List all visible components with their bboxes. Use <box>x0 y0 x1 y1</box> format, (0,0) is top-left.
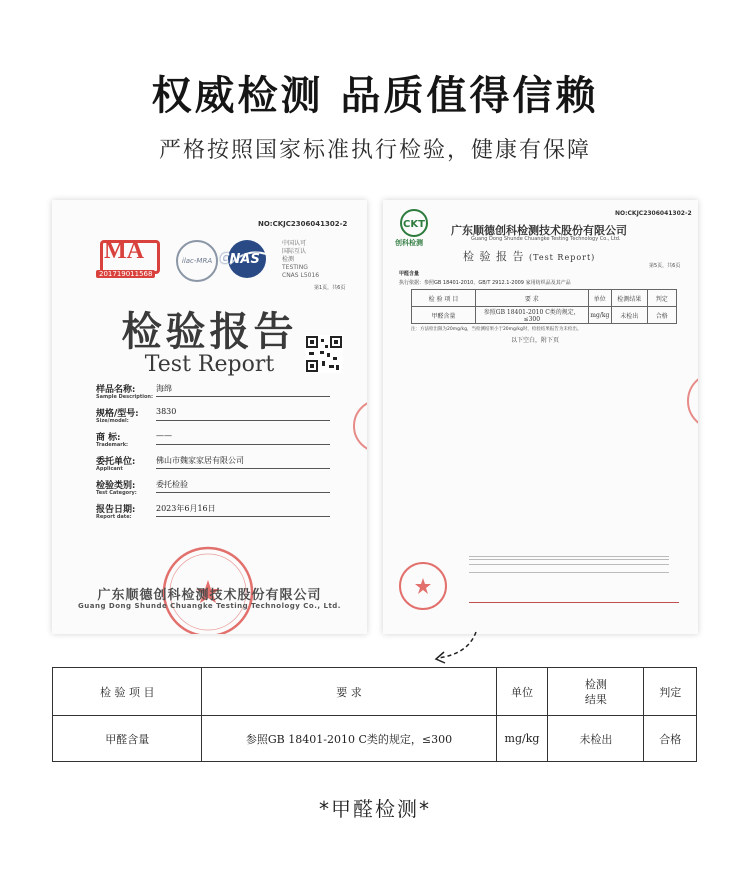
field-label-en: Test Category: <box>96 490 137 496</box>
field-underline <box>156 444 330 445</box>
field-label: 样品名称: <box>96 385 136 395</box>
table-cell: 合格 <box>647 307 676 324</box>
certificate-cover <box>52 200 367 634</box>
report-number: NO:CKJC2306041302-2 <box>258 220 348 228</box>
field-label: 委托单位: <box>96 457 136 467</box>
field-value-trademark: —— <box>156 431 172 440</box>
page-title: 权威检测 品质值得信赖 <box>151 73 599 119</box>
table-head-cell: 检测 结果 <box>548 668 644 716</box>
table-row <box>412 307 677 324</box>
caption: *甲醛检测* <box>319 797 431 821</box>
fine-print-lines <box>469 572 669 575</box>
table-head-cell: 判定 <box>644 668 697 716</box>
field-value-sample: 海绵 <box>156 384 172 393</box>
report-title-cn: 检验报告 <box>121 308 298 355</box>
cnas-accreditation-text: 中国认可 国际互认 检测 TESTING CNAS L5016 <box>282 240 320 279</box>
cma-logo-text: MA <box>104 238 144 264</box>
field-label-en: Report date: <box>96 514 132 520</box>
table-cell: 参照GB 18401-2010 C类的规定，≤300 <box>202 716 496 762</box>
cnas-text: CNAS <box>220 252 260 267</box>
field-underline <box>156 492 330 493</box>
footer-rule <box>469 602 679 603</box>
table-cell: mg/kg <box>588 307 611 324</box>
svg-text:CKT: CKT <box>403 219 425 230</box>
cma-number: 201719011568 <box>96 270 155 278</box>
table-head-cell: 要 求 <box>475 290 588 307</box>
fine-print-lines <box>469 556 669 560</box>
table-row <box>53 716 697 762</box>
page-subtitle: 严格按照国家标准执行检验，健康有保障 <box>158 138 591 163</box>
dashed-arrow-icon <box>428 628 482 666</box>
footnote: 注：方法检出限为20mg/kg，当检测结果小于20mg/kg时，检验结果报告为未检出。 <box>411 327 582 332</box>
field-label: 商 标: <box>96 433 121 443</box>
table-cell: mg/kg <box>496 716 548 762</box>
table-cell: 未检出 <box>548 716 644 762</box>
table-cell: 甲醛含量 <box>412 307 476 324</box>
field-label: 规格/型号: <box>96 409 139 419</box>
field-label-en: Size/model: <box>96 418 129 424</box>
table-head-cell: 判定 <box>647 290 676 307</box>
table-cell: 合格 <box>644 716 697 762</box>
report-number: NO:CKJC2306041302-2 <box>615 210 692 217</box>
red-seal-stamp-icon <box>397 560 449 612</box>
seam-seal-icon <box>350 396 367 456</box>
table-head-cell: 检测结果 <box>611 290 647 307</box>
table-head-cell: 要 求 <box>202 668 496 716</box>
sample-note: 甲醛含量 <box>399 271 420 277</box>
company-name-cn: 广东顺德创科检测技术股份有限公司 <box>451 224 627 237</box>
field-value-model: 3830 <box>156 407 177 416</box>
field-underline <box>156 516 330 517</box>
ilac-mra-icon: ilac-MRA <box>176 240 218 282</box>
certificate-result-page <box>383 200 698 634</box>
field-underline <box>156 420 330 421</box>
company-name-en: Guang Dong Shunde Chuangke Testing Technology Co., Ltd. <box>471 236 621 242</box>
table-row <box>412 290 677 307</box>
table-cell: 甲醛含量 <box>53 716 202 762</box>
field-label-en: Trademark: <box>96 442 129 448</box>
company-name-cn: 广东顺德创科检测技术股份有限公司 <box>97 588 322 603</box>
report-title: 检 验 报 告 (Test Report) <box>463 250 596 263</box>
result-table-small <box>411 289 677 324</box>
report-title-en: Test Report <box>144 352 275 377</box>
ckt-logo-icon <box>399 208 429 238</box>
table-row <box>53 668 697 716</box>
table-cell: 未检出 <box>611 307 647 324</box>
field-underline <box>156 396 330 397</box>
field-value-applicant: 佛山市魏家家居有限公司 <box>156 456 244 465</box>
company-name-en: Guang Dong Shunde Chuangke Testing Technology Co., Ltd. <box>78 602 341 610</box>
result-table-enlarged <box>52 667 697 762</box>
blank-note: 以下空白，附下页 <box>511 337 560 344</box>
logo-caption: 创科检测 <box>395 239 423 247</box>
field-label: 检验类别: <box>96 481 136 491</box>
field-underline <box>156 468 330 469</box>
field-label-en: Sample Description: <box>96 394 153 400</box>
field-value-date: 2023年6月16日 <box>156 504 216 513</box>
page-note: 第5页，共6页 <box>649 263 681 269</box>
field-value-category: 委托检验 <box>156 480 188 489</box>
table-head-cell: 检 验 项 目 <box>412 290 476 307</box>
table-head-cell: 单位 <box>588 290 611 307</box>
seam-seal-icon <box>686 366 698 436</box>
table-head-cell: 单位 <box>496 668 548 716</box>
table-cell: 参照GB 18401-2010 C类的规定，≤300 <box>475 307 588 324</box>
basis-note: 执行依据：参照GB 18401-2010、GB/T 2912.1-2009 家用纺织品及其产品 <box>399 280 571 286</box>
page-note: 第1页，共6页 <box>314 285 346 291</box>
field-label: 报告日期: <box>96 505 136 515</box>
fine-print-lines <box>469 564 669 567</box>
table-head-cell: 检 验 项 目 <box>53 668 202 716</box>
field-label-en: Applicant <box>96 466 123 472</box>
